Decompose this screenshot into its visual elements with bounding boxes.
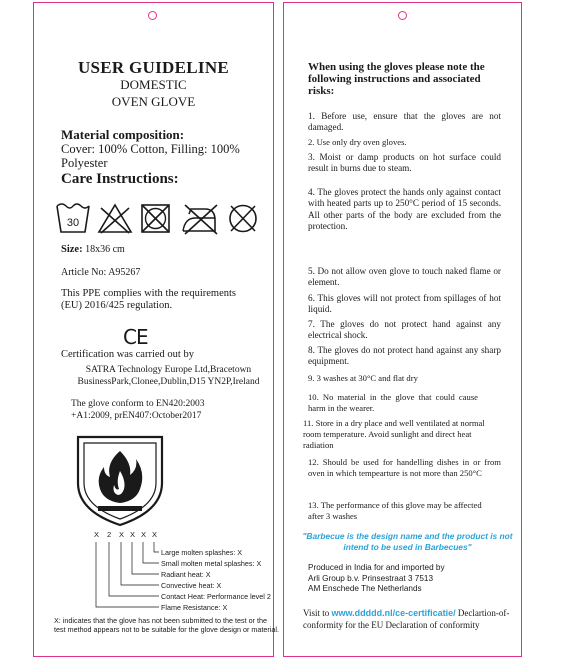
instruction-item-7: 7. The gloves do not protect hand against any electrical shock.	[308, 319, 501, 341]
conformity-line-2: +A1:2009, prEN407:October2017	[71, 410, 202, 421]
size-label: Size:	[61, 244, 83, 255]
instruction-item-12: 12. Should be used for handelling dishes in or from oven in which tempearture is not more than 250°C	[308, 457, 501, 478]
size-value: 18x36 cm	[85, 244, 125, 255]
instruction-item-5: 5. Do not allow oven glove to touch naked flame or element.	[308, 266, 501, 288]
svg-text:30: 30	[66, 217, 80, 229]
instruction-item-8: 8. The gloves do not protect hand against any sharp equipment.	[308, 345, 501, 367]
code-note: X: indicates that the glove has not been submitted to the test or the test method appears not to be suitable for the glove design or material.	[54, 616, 279, 634]
subtitle-domestic: DOMESTIC	[120, 77, 187, 92]
importer-line-3: AM Enschede The Netherlands	[308, 584, 422, 593]
code-char-4: X	[130, 530, 136, 539]
no-bleach-icon	[99, 205, 131, 233]
code-char-6: X	[152, 530, 158, 539]
instructions-heading: When using the gloves please note the following instructions and associated risks:	[308, 61, 485, 97]
instruction-item-11: 11. Store in a dry place and well ventilated at normal room temperature. Avoid sunlight and direct heat radiation	[303, 418, 485, 450]
size-line	[61, 244, 125, 255]
left-panel	[33, 2, 279, 657]
code-label-contact: Contact Heat: Performance level 2	[161, 592, 271, 601]
instruction-item-10: 10. No material in the glove that could cause harm in the wearer.	[308, 392, 478, 413]
visit-prefix: Visit to	[303, 608, 330, 618]
no-dry-clean-icon	[230, 206, 256, 232]
code-label-flame: Flame Resistance: X	[161, 603, 228, 612]
barbecue-disclaimer: "Barbecue is the design name and the product is not intend to be used in Barbecues"	[302, 531, 513, 552]
care-icons	[55, 200, 270, 236]
ppe-compliance-text: This PPE complies with the requirements (EU) 2016/425 regulation.	[61, 288, 236, 311]
instruction-item-4: 4. The gloves protect the hands only against contact with heated parts up to 250°C period of 15 seconds. All other parts of the body are excluded from the protection.	[308, 187, 501, 232]
code-label-small-molten: Small molten metal splashes: X	[161, 559, 262, 568]
importer-info	[308, 563, 508, 595]
material-heading: Material composition:	[61, 127, 185, 142]
code-char-2: 2	[107, 530, 112, 539]
instruction-item-2: 2. Use only dry oven gloves.	[308, 137, 407, 147]
ce-mark-icon: CE	[123, 325, 148, 349]
instruction-item-1: 1. Before use, ensure that the gloves are not damaged.	[308, 111, 501, 133]
subtitle-oven-glove: OVEN GLOVE	[111, 94, 196, 109]
code-char-3: X	[119, 530, 125, 539]
importer-line-2: Arli Group b.v. Prinsestraat 3 7513	[308, 573, 433, 583]
care-heading: Care Instructions:	[61, 171, 179, 187]
code-char-5: X	[141, 530, 147, 539]
wash-30-icon	[57, 204, 89, 232]
no-tumble-dry-icon	[142, 205, 169, 232]
article-number: Article No: A95267	[61, 267, 141, 278]
conformity-line-1: The glove conform to EN420:2003	[71, 399, 205, 409]
page-title: USER GUIDELINE	[77, 58, 230, 77]
visit-suffix: Declartion-of- conformity for the EU Declaration of conformity	[303, 608, 510, 630]
certification-body: SATRA Technology Europe Ltd,Bracetown BusinessPark,Clonee,Dublin,D15 YN2P,Ireland	[77, 365, 260, 387]
instruction-item-3: 3. Moist or damp products on hot surface could result in burns due to steam.	[308, 152, 501, 174]
right-panel	[283, 2, 522, 657]
code-label-convective: Convective heat: X	[161, 581, 222, 590]
ce-certificate-link[interactable]: www.ddddd.nl/ce-certificatie/	[331, 608, 456, 618]
instruction-item-13: 13. The performance of this glove may be affected after 3 washes	[308, 500, 482, 521]
hang-hole-icon	[398, 11, 407, 20]
instruction-item-9: 9. 3 washes at 30°C and flat dry	[308, 373, 418, 383]
material-text: Cover: 100% Cotton, Filling: 100% Polyester	[61, 142, 240, 170]
no-iron-icon	[183, 205, 217, 234]
code-label-large-molten: Large molten splashes: X	[161, 548, 243, 557]
hang-hole-icon	[148, 11, 157, 20]
code-char-1: X	[94, 530, 100, 539]
code-char-row	[54, 528, 299, 542]
code-label-radiant: Radiant heat: X	[161, 570, 211, 579]
certification-heading: Certification was carried out by	[61, 349, 194, 360]
instruction-item-6: 6. This gloves will not protect from spillages of hot liquid.	[308, 293, 501, 315]
importer-line-1: Produced in India for and imported by	[308, 563, 445, 572]
standard-conformity	[61, 399, 261, 422]
visit-text	[303, 607, 518, 631]
heat-flame-shield-icon	[74, 431, 166, 527]
